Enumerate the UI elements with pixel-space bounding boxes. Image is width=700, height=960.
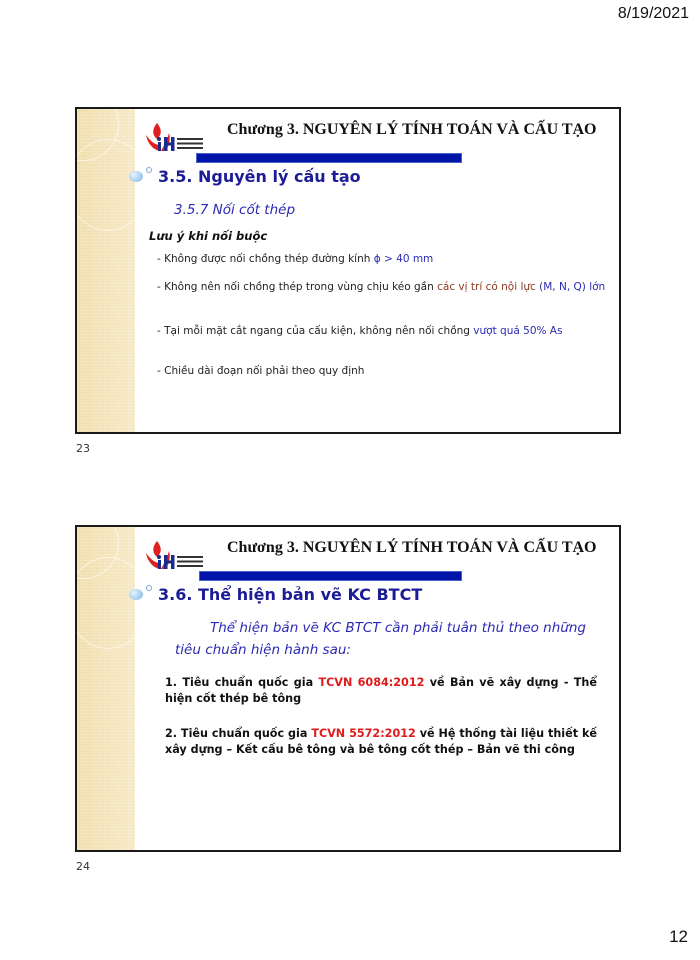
- print-date: 8/19/2021: [617, 5, 689, 22]
- title-underline-bar: [199, 571, 462, 581]
- section-heading: 3.5. Nguyên lý cấu tạo: [158, 167, 361, 186]
- slide-index: 23: [76, 442, 90, 455]
- university-logo-icon: [143, 537, 213, 573]
- bullet-bubble-small-icon: [146, 167, 152, 173]
- title-underline-bar: [196, 153, 462, 163]
- slide-24: [75, 525, 621, 852]
- bullet-item: - Chiều dài đoạn nối phải theo quy định: [157, 365, 365, 377]
- section-heading: 3.6. Thể hiện bản vẽ KC BTCT: [158, 585, 423, 604]
- slide-side-panel: [77, 109, 135, 432]
- standard-item: 1. Tiêu chuẩn quốc gia TCVN 6084:2012 về Bản vẽ xây dựng - Thể hiện cốt thép bê tông: [165, 676, 597, 705]
- slide-23: [75, 107, 621, 434]
- university-logo-icon: [143, 119, 213, 155]
- bullet-bubble-icon: [129, 171, 143, 182]
- standard-item: 2. Tiêu chuẩn quốc gia TCVN 5572:2012 về Hệ thống tài liệu thiết kế xây dựng – Kết cấu bê tông và bê tông cốt thép – Bản vẽ thi công: [165, 727, 597, 756]
- intro-paragraph: Thể hiện bản vẽ KC BTCT cần phải tuân thủ theo những tiêu chuẩn hiện hành sau:: [175, 620, 586, 658]
- slide-index: 24: [76, 860, 90, 873]
- bullet-bubble-small-icon: [146, 585, 152, 591]
- slide-side-panel: [77, 527, 135, 850]
- chapter-title: Chương 3. NGUYÊN LÝ TÍNH TOÁN VÀ CẤU TẠO: [227, 539, 597, 556]
- bullet-bubble-icon: [129, 589, 143, 600]
- subsection-heading: 3.5.7 Nối cốt thép: [174, 202, 296, 218]
- page-number: 12: [669, 927, 688, 946]
- bullet-item: - Tại mỗi mặt cắt ngang của cấu kiện, không nên nối chồng vượt quá 50% As: [157, 325, 563, 337]
- bullet-item: - Không nên nối chồng thép trong vùng chịu kéo gần các vị trí có nội lực (M, N, Q) lớn: [157, 281, 606, 293]
- chapter-title: Chương 3. NGUYÊN LÝ TÍNH TOÁN VÀ CẤU TẠO: [227, 121, 597, 138]
- note-heading: Lưu ý khi nối buộc: [149, 229, 268, 243]
- bullet-item: - Không được nối chồng thép đường kính ϕ > 40 mm: [157, 253, 434, 265]
